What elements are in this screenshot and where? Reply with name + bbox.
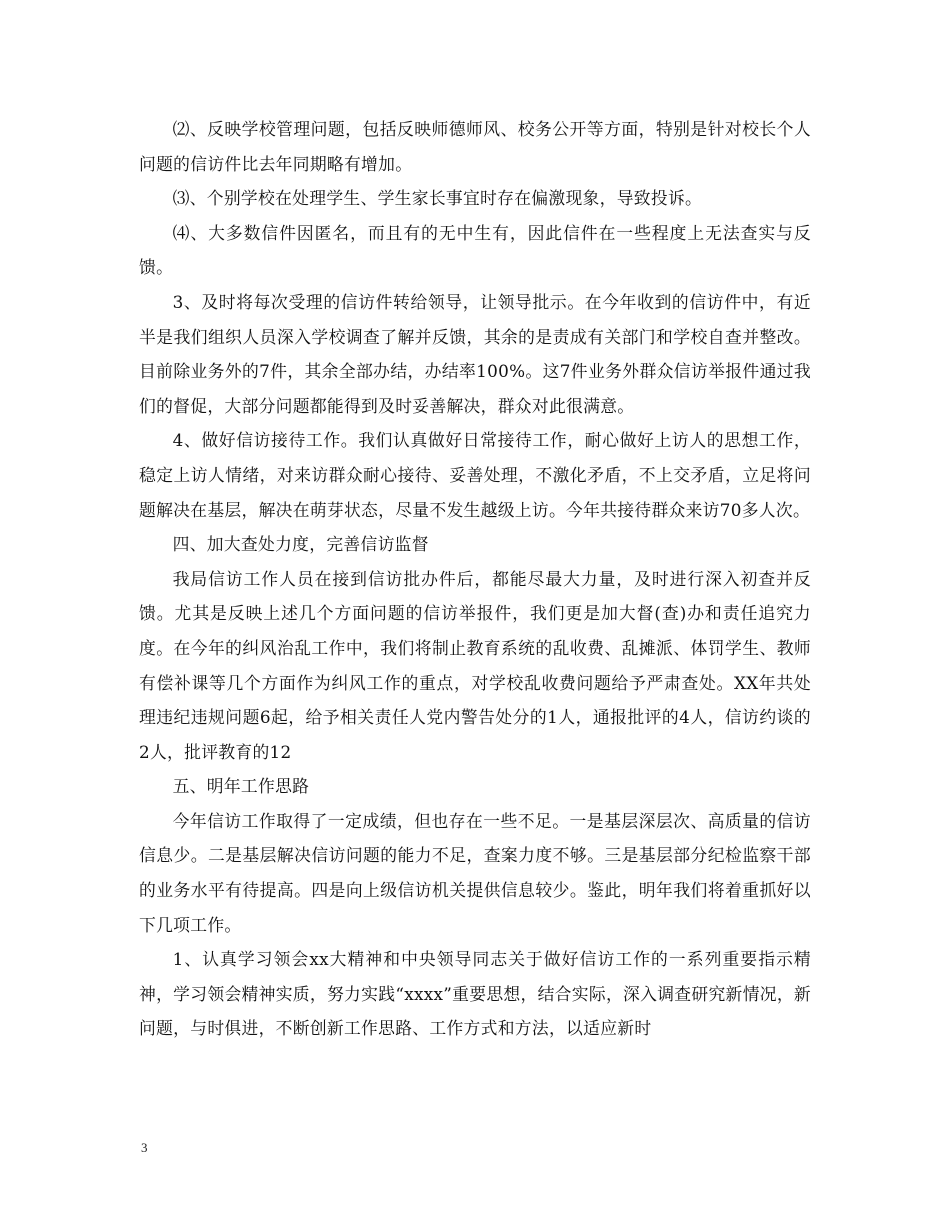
paragraph-anonymous-letters: ⑷、大多数信件因匿名，而且有的无中生有，因此信件在一些程度上无法查实与反馈。 [139, 222, 811, 278]
page-number: 3 [141, 1140, 148, 1155]
paragraph-investigation: 我局信访工作人员在接到信访批办件后，都能尽最大力量，及时进行深入初查并反馈。尤其是反映上述几个方面问题的信访举报件，我们更是加大督(查)办和责任追究力度。在今年的纠风治乱工作中，我们将制止教育系统的乱收费、乱摊派、体罚学生、教师有偿补课等几个方面作为纠风工作的重点，对学校乱收费问题给予严肃查处。XX年共处理违纪违规问题6起，给予相关责任人党内警告处分的1人，通报批评的4人，信访约谈的2人，批评教育的12 [139, 568, 811, 762]
paragraph-shortcomings: 今年信访工作取得了一定成绩，但也存在一些不足。一是基层深层次、高质量的信访信息少。二是基层解决信访问题的能力不足，查案力度不够。三是基层部分纪检监察干部的业务水平有待提高。四是向上级信访机关提供信息较少。鉴此，明年我们将着重抓好以下几项工作。 [139, 810, 811, 935]
paragraph-forward-to-leaders: 3、及时将每次受理的信访件转给领导，让领导批示。在今年收到的信访件中，有近半是我们组织人员深入学校调查了解并反馈，其余的是责成有关部门和学校自查并整改。目前除业务外的7件，其余全部办结，办结率100%。这7件业务外群众信访举报件通过我们的督促，大部分问题都能得到及时妥善解决，群众对此很满意。 [139, 291, 811, 416]
paragraph-study-spirit: 1、认真学习领会xx大精神和中央领导同志关于做好信访工作的一系列重要指示精神，学习领会精神实质，努力实践“xxxx”重要思想，结合实际，深入调查研究新情况，新问题，与时俱进，不断创新工作思路、工作方式和方法，以适应新时 [139, 949, 811, 1039]
document-body [139, 112, 811, 1046]
paragraph-management-issues: ⑵、反映学校管理问题，包括反映师德师风、校务公开等方面，特别是针对校长个人问题的信访件比去年同期略有增加。 [139, 119, 811, 174]
paragraph-reception-work: 4、做好信访接待工作。我们认真做好日常接待工作，耐心做好上访人的思想工作，稳定上访人情绪，对来访群众耐心接待、妥善处理，不激化矛盾，不上交矛盾，立足将问题解决在基层，解决在萌芽状态，尽量不发生越级上访。今年共接待群众来访70多人次。 [139, 430, 811, 520]
paragraph-student-handling: ⑶、个别学校在处理学生、学生家长事宜时存在偏激现象，导致投诉。 [172, 188, 703, 209]
section-heading-next-year: 五、明年工作思路 [172, 776, 310, 797]
section-heading-investigation: 四、加大查处力度，完善信访监督 [172, 534, 429, 555]
